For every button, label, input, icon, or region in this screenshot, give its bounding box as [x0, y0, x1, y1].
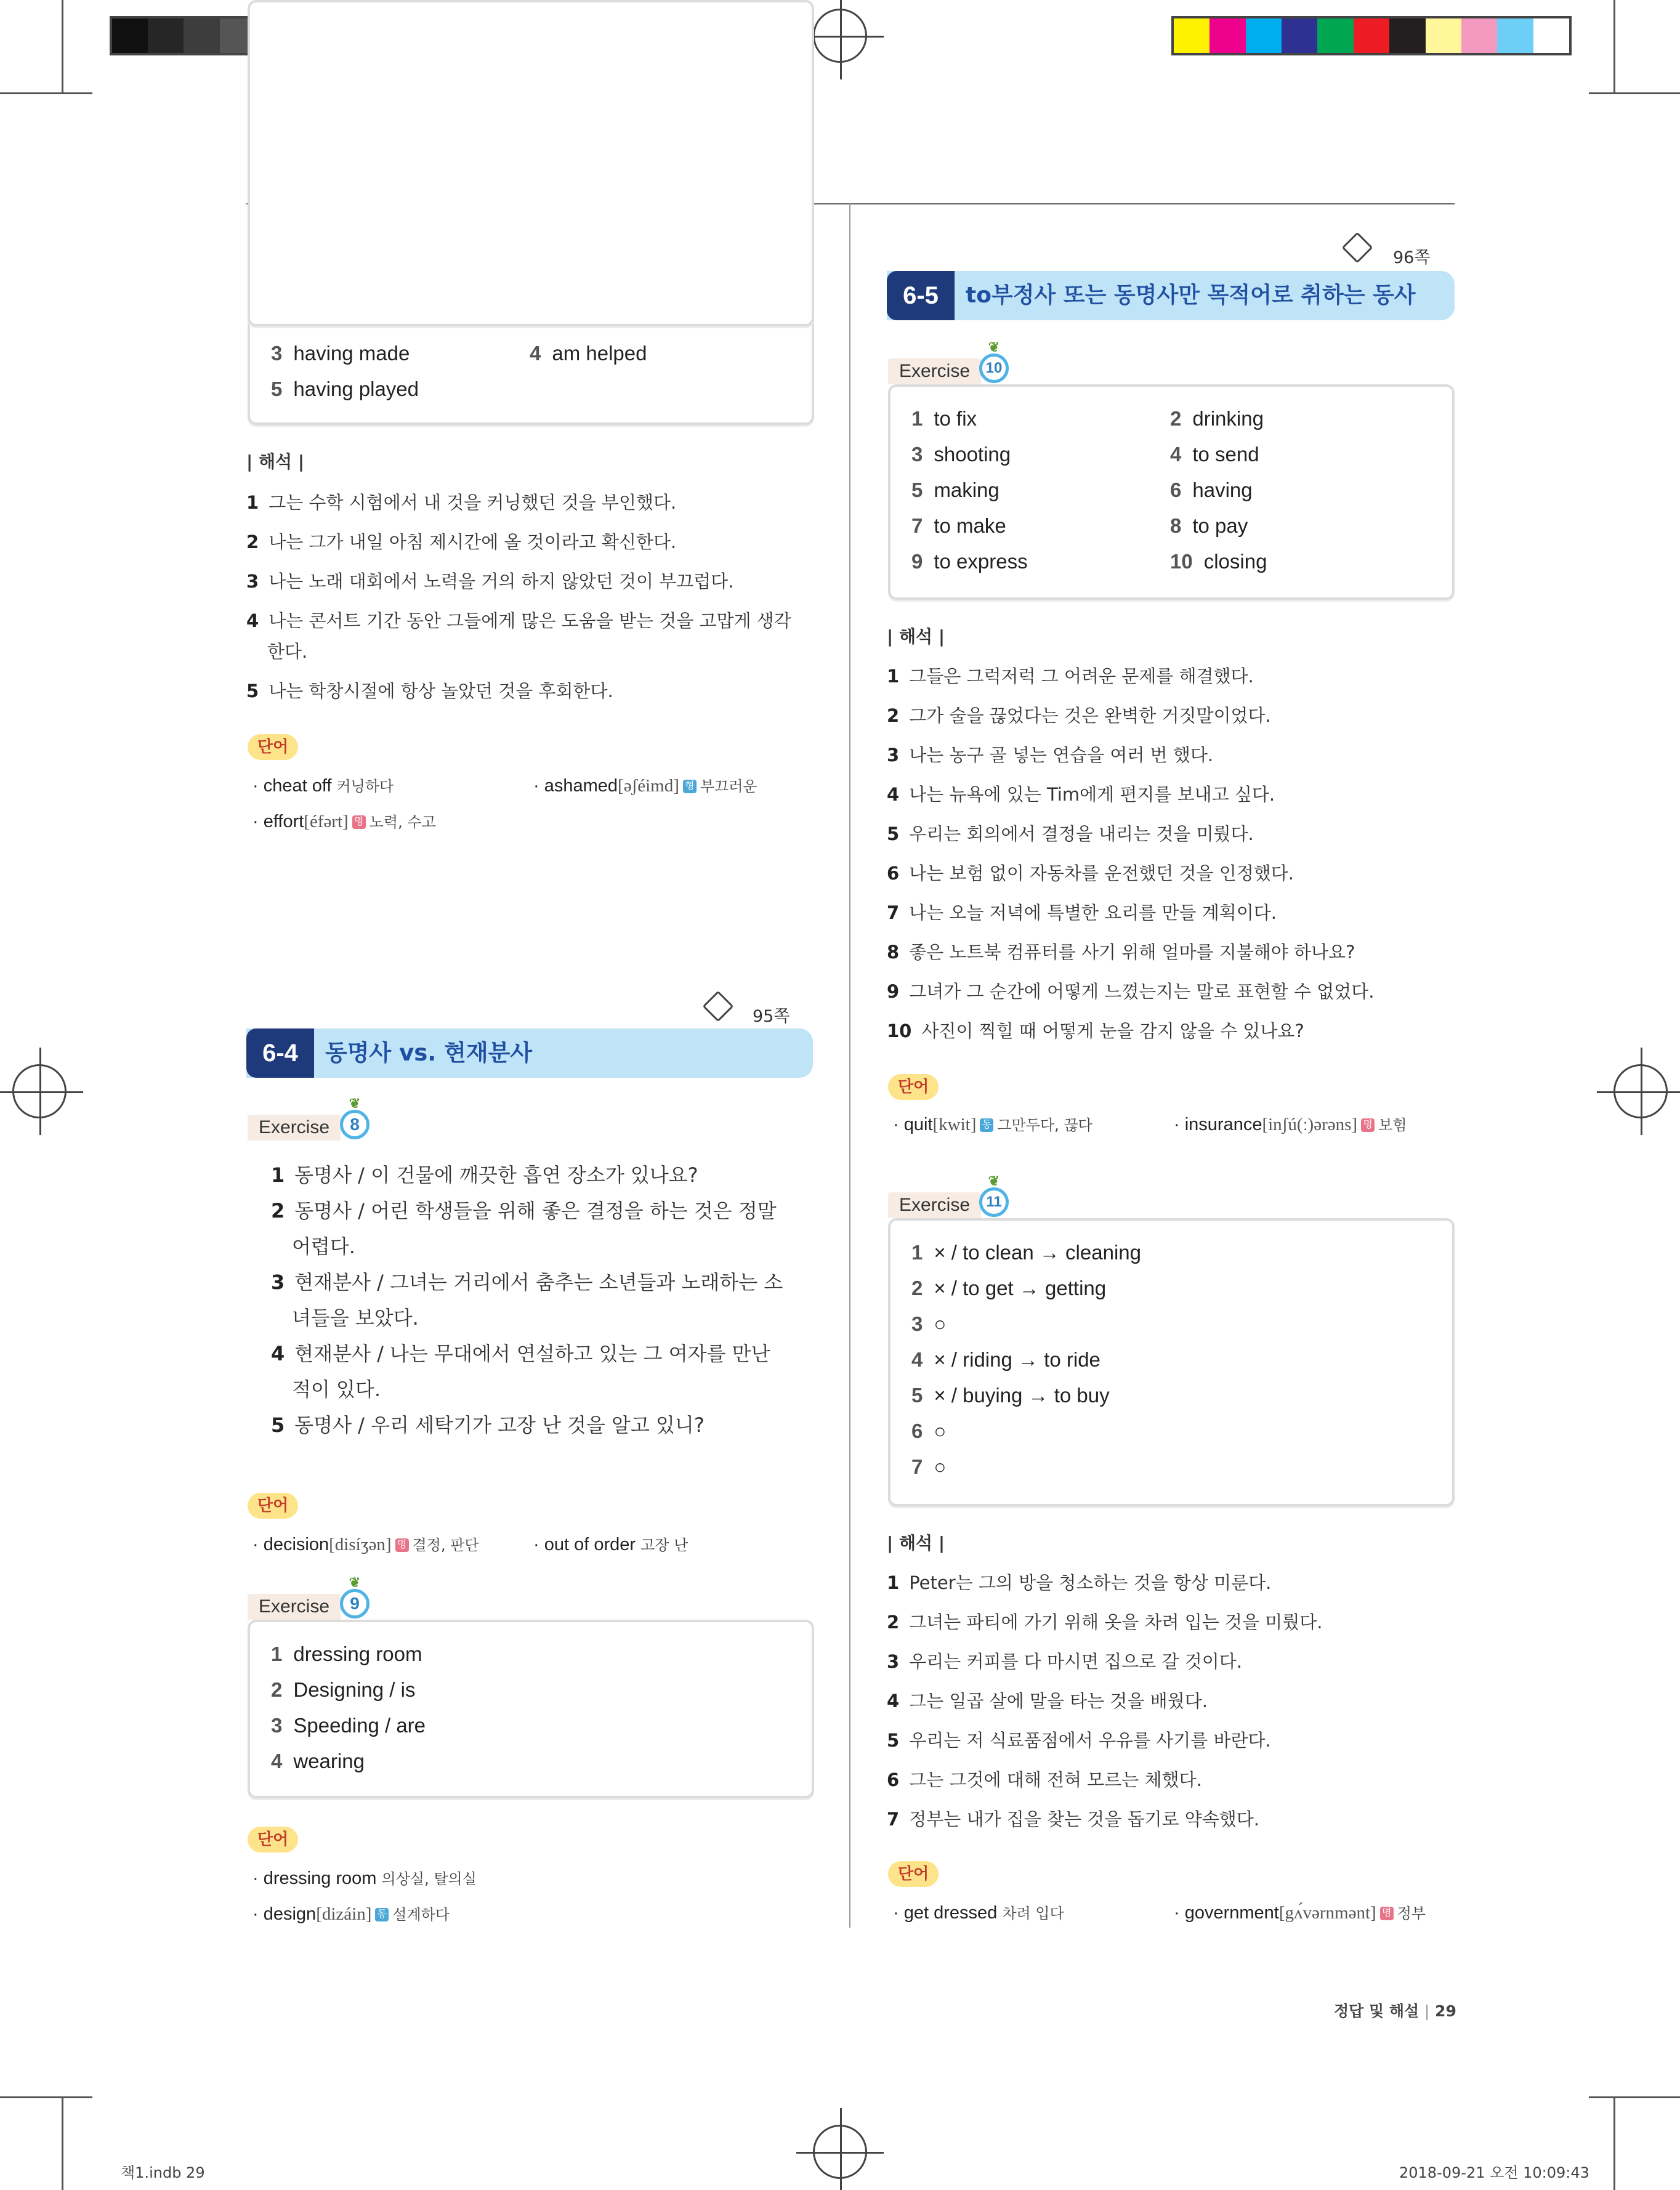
translation-line: 4 나는 뉴욕에 있는 Tim에게 편지를 보내고 싶다.: [887, 784, 1275, 805]
translation-line: 4 그는 일곱 살에 말을 타는 것을 배웠다.: [887, 1691, 1208, 1711]
vocab-item: · out of order 고장 난: [533, 1535, 689, 1554]
page-reference: 96쪽: [1393, 248, 1431, 267]
answer-item: 4 to send: [1170, 443, 1259, 466]
answer-item: 3 shooting: [911, 443, 1011, 466]
answer-item: 6 having: [1170, 479, 1253, 501]
answer-item: 10 closing: [1170, 550, 1267, 573]
vocab-item: · government[gʌ́vərnmənt] 명 정부: [1174, 1903, 1426, 1923]
calibration-swatch: [1282, 18, 1317, 53]
calibration-swatch: [1354, 18, 1389, 53]
answer-item: 2 Designing / is: [271, 1678, 416, 1701]
answer-item: 4 현재분사 / 나는 무대에서 연설하고 있는 그 여자를 만난: [271, 1342, 770, 1365]
vocab-item: · decision[disíʒən] 명 결정, 판단: [252, 1535, 479, 1554]
section-heading-6-4: [246, 1028, 813, 1078]
calibration-swatch: [1317, 18, 1353, 53]
answer-item: 5 making: [911, 479, 1000, 501]
answer-item: 3 ○: [911, 1312, 947, 1335]
translation-line: 3 나는 노래 대회에서 노력을 거의 하지 않았던 것이 부끄럽다.: [246, 571, 734, 592]
crop-mark: [1613, 2098, 1615, 2190]
translation-header: | 해석 |: [887, 626, 945, 647]
exercise-label: Exercise: [248, 1594, 341, 1620]
translation-line: 1 그는 수학 시험에서 내 것을 커닝했던 것을 부인했다.: [246, 492, 677, 513]
section-number: 6-4: [246, 1028, 314, 1078]
print-timestamp: 2018-09-21 오전 10:09:43: [1399, 2164, 1589, 2181]
translation-line: 2 그가 술을 끊었다는 것은 완벽한 거짓말이었다.: [887, 705, 1271, 726]
answer-item: 2 동명사 / 어린 학생들을 위해 좋은 결정을 하는 것은 정말: [271, 1199, 777, 1222]
translation-header: | 해석 |: [246, 451, 305, 472]
translation-line: 9 그녀가 그 순간에 어떻게 느꼈는지는 말로 표현할 수 없었다.: [887, 981, 1375, 1002]
crop-mark: [0, 92, 92, 94]
vocab-badge: 단어: [888, 1074, 939, 1100]
vocab-item: · cheat off 커닝하다: [252, 776, 394, 796]
translation-line: 8 좋은 노트북 컴퓨터를 사기 위해 얼마를 지불해야 하나요?: [887, 942, 1355, 963]
section-heading-6-5: [887, 271, 1455, 320]
answer-item: 녀들을 보았다.: [292, 1306, 419, 1330]
translation-line: 한다.: [267, 641, 308, 662]
translation-line: 2 나는 그가 내일 아침 제시간에 올 것이라고 확신한다.: [246, 531, 677, 552]
calibration-swatch: [1497, 18, 1533, 53]
calibration-swatch: [1174, 18, 1210, 53]
crop-mark: [62, 0, 63, 92]
crop-mark: [1589, 92, 1680, 94]
registration-mark: [12, 1064, 67, 1118]
answer-item: 1 to fix: [911, 407, 977, 430]
exercise-number-badge: ❦ 8: [340, 1110, 370, 1139]
answer-item: 5 동명사 / 우리 세탁기가 고장 난 것을 알고 있니?: [271, 1413, 705, 1437]
exercise-number-badge: ❦ 10: [979, 354, 1009, 383]
translation-line: 7 나는 오늘 저녁에 특별한 요리를 만들 계획이다.: [887, 902, 1277, 923]
leaf-icon: ❦: [988, 1173, 1000, 1189]
vocab-badge: 단어: [888, 1861, 939, 1887]
calibration-swatch: [1461, 18, 1497, 53]
answer-item: 2 drinking: [1170, 407, 1264, 430]
translation-line: 5 나는 학창시절에 항상 놀았던 것을 후회한다.: [246, 681, 613, 701]
exercise-label: Exercise: [248, 1115, 341, 1141]
translation-line: 2 그녀는 파티에 가기 위해 옷을 차려 입는 것을 미뤘다.: [887, 1612, 1323, 1633]
registration-mark: [813, 2125, 867, 2179]
translation-line: 1 그들은 그럭저럭 그 어려운 문제를 해결했다.: [887, 666, 1254, 687]
vocab-item: · quit[kwit] 동 그만두다, 끊다: [893, 1115, 1092, 1134]
answer-item: 4 wearing: [271, 1750, 365, 1772]
answer-item: 2 × / to get → getting: [911, 1277, 1107, 1299]
translation-line: 7 정부는 내가 집을 찾는 것을 돕기로 약속했다.: [887, 1809, 1259, 1830]
column-divider: [849, 203, 850, 1928]
answer-item: 1 동명사 / 이 건물에 깨끗한 흡연 장소가 있나요?: [271, 1163, 698, 1187]
translation-line: 5 우리는 회의에서 결정을 내리는 것을 미뤘다.: [887, 823, 1254, 844]
page-reference: 95쪽: [753, 1007, 790, 1026]
crop-mark: [1589, 2096, 1680, 2098]
calibration-swatch: [1533, 18, 1569, 53]
calibration-swatch: [184, 18, 219, 53]
calibration-swatch: [1210, 18, 1245, 53]
vocab-item: · effort[éfərt] 명 노력, 수고: [252, 812, 436, 831]
registration-mark: [1613, 1064, 1668, 1118]
exercise-label: Exercise: [888, 1192, 981, 1218]
registration-mark: [813, 9, 867, 63]
answer-item: 7 ○: [911, 1455, 947, 1478]
vocab-item: · get dressed 차려 입다: [893, 1903, 1064, 1923]
file-slug: 책1.indb 29: [121, 2164, 205, 2181]
section-number: 6-5: [887, 271, 955, 320]
answer-item: 9 to express: [911, 550, 1028, 573]
exercise-label: Exercise: [888, 358, 981, 384]
section-title: to부정사 또는 동명사만 목적어로 취하는 동사: [966, 283, 1416, 308]
vocab-badge: 단어: [248, 734, 298, 760]
page-label: 정답 및 해설 | 29: [1334, 2002, 1456, 2020]
color-calibration-strip: [1171, 16, 1572, 55]
calibration-swatch: [112, 18, 148, 53]
answer-item: 4 × / riding → to ride: [911, 1348, 1100, 1371]
translation-line: 4 나는 콘서트 기간 동안 그들에게 많은 도움을 받는 것을 고맙게 생각: [246, 610, 791, 631]
answer-item: 적이 있다.: [292, 1378, 381, 1401]
translation-line: 5 우리는 저 식료품점에서 우유를 사기를 바란다.: [887, 1730, 1271, 1751]
calibration-swatch: [1389, 18, 1425, 53]
answer-item: 1 × / to clean → cleaning: [911, 1241, 1141, 1264]
answer-item: 5 × / buying → to buy: [911, 1384, 1110, 1407]
answer-item: 어렵다.: [292, 1235, 355, 1258]
vocab-item: · insurance[inʃú(ː)ərəns] 명 보험: [1174, 1115, 1407, 1134]
answer-item: 5 having played: [271, 378, 419, 400]
vocab-item: · dressing room 의상실, 탈의실: [252, 1869, 477, 1888]
answer-item: 6 ○: [911, 1420, 947, 1442]
answer-item: 8 to pay: [1170, 514, 1248, 537]
translation-line: 1 Peter는 그의 방을 청소하는 것을 항상 미룬다.: [887, 1572, 1272, 1593]
leaf-icon: ❦: [349, 1575, 361, 1590]
dice-icon: [1342, 232, 1373, 264]
section-title: 동명사 vs. 현재분사: [325, 1040, 533, 1066]
crop-mark: [0, 2096, 92, 2098]
vocab-item: · ashamed[əʃéimd] 형 부끄러운: [533, 776, 757, 796]
leaf-icon: ❦: [349, 1096, 361, 1111]
vocab-badge: 단어: [248, 1493, 298, 1519]
calibration-swatch: [1246, 18, 1282, 53]
exercise-8-box: [248, 0, 814, 326]
leaf-icon: ❦: [988, 339, 1000, 355]
exercise-number-badge: ❦ 9: [340, 1589, 370, 1618]
calibration-swatch: [148, 18, 184, 53]
crop-mark: [1613, 0, 1615, 92]
translation-line: 6 나는 보험 없이 자동차를 운전했던 것을 인정했다.: [887, 863, 1294, 884]
translation-line: 3 우리는 커피를 다 마시면 집으로 갈 것이다.: [887, 1651, 1242, 1672]
answer-item: 1 dressing room: [271, 1642, 422, 1665]
vocab-badge: 단어: [248, 1827, 298, 1853]
dice-icon: [703, 991, 734, 1022]
translation-line: 10 사진이 찍힐 때 어떻게 눈을 감지 않을 수 있나요?: [887, 1020, 1304, 1041]
answer-item: 4 am helped: [530, 342, 647, 365]
translation-line: 6 그는 그것에 대해 전혀 모르는 체했다.: [887, 1769, 1202, 1790]
answer-item: 3 Speeding / are: [271, 1714, 426, 1737]
translation-header: | 해석 |: [887, 1533, 945, 1553]
answer-item: 3 현재분사 / 그녀는 거리에서 춤추는 소년들과 노래하는 소: [271, 1271, 783, 1294]
answer-item: 7 to make: [911, 514, 1006, 537]
translation-line: 3 나는 농구 골 넣는 연습을 여러 번 했다.: [887, 745, 1214, 766]
crop-mark: [62, 2098, 63, 2190]
exercise-number-badge: ❦ 11: [979, 1187, 1009, 1217]
answer-item: 3 having made: [271, 342, 410, 365]
vocab-item: · design[dizáin] 동 설계하다: [252, 1904, 450, 1924]
calibration-swatch: [1426, 18, 1461, 53]
